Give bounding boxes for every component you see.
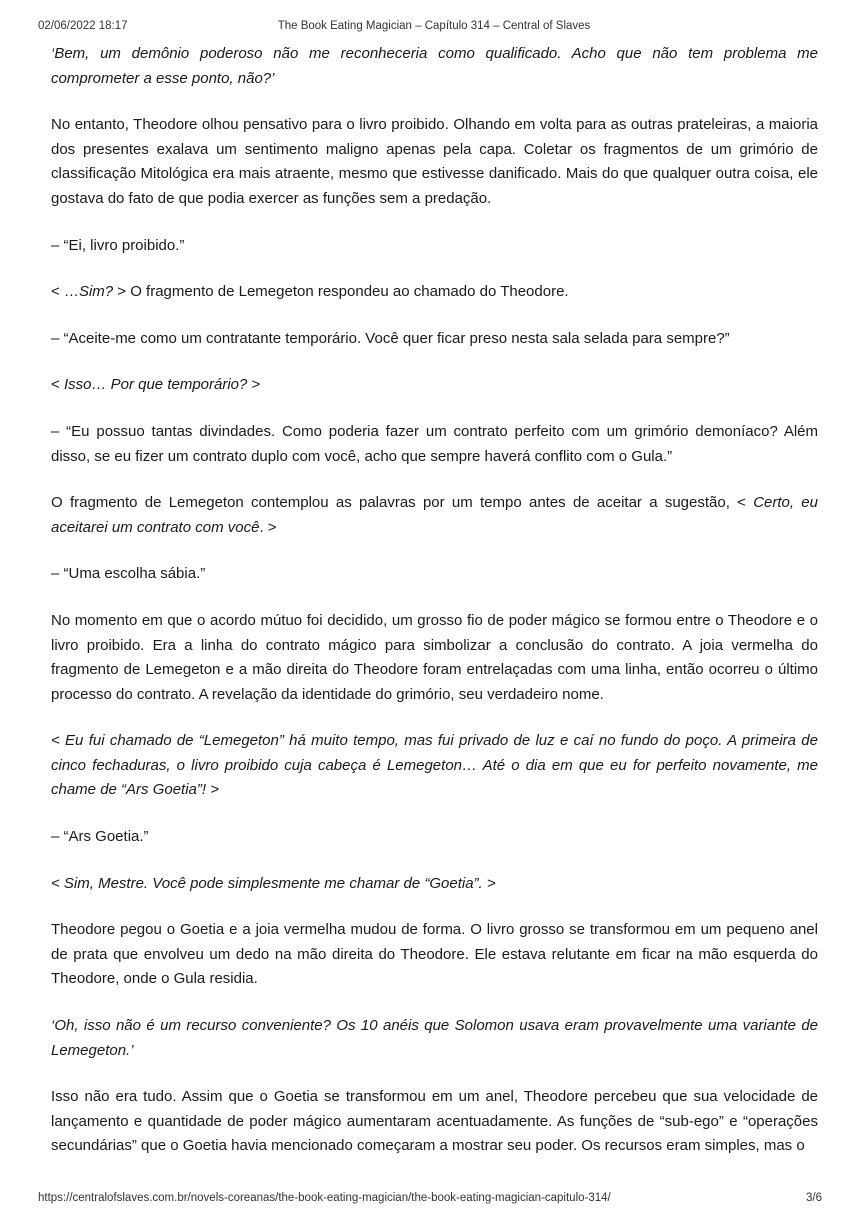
text-span: < … xyxy=(51,283,79,301)
paragraph: Theodore pegou o Goetia e a joia vermelha mudou de forma. O livro grosso se transformou em um pequeno anel de prata que envolveu um dedo na mão direita do Theodore. Ele estava relutante em ficar na mão esquerda do Theodore, onde o Gula residia. xyxy=(51,921,818,988)
paragraph: Isso não era tudo. Assim que o Goetia se transformou em um anel, Theodore percebeu que sua velocidade de lançamento e quantidade de poder mágico aumentaram acentuadamente. As funções de “sub-ego” e “operações secundárias” que o Goetia havia mencionado começaram a mostrar seu poder. Os recursos eram simples, mas o xyxy=(51,1088,818,1155)
paragraph: – “Aceite-me como um contratante temporário. Você quer ficar preso nesta sala selada para sempre?” xyxy=(51,329,730,347)
italic-span: Certo, eu aceitarei um contrato com você xyxy=(51,494,818,536)
italic-span: Isso… Por que temporário? xyxy=(63,376,248,394)
paragraph: – “Eu possuo tantas divindades. Como poderia fazer um contrato perfeito com um grimório demoníaco? Além disso, se eu fizer um contrato duplo com você, acho que sempre haverá conflito com o Gula.” xyxy=(51,422,818,465)
print-footer xyxy=(38,1192,830,1208)
page-url: https://centralofslaves.com.br/novels-coreanas/the-book-eating-magician/the-book-eating-magician-capitulo-314/ xyxy=(38,1192,611,1204)
text-span: . > xyxy=(259,518,277,536)
text-span: > xyxy=(247,376,261,394)
chapter-content xyxy=(51,42,818,1159)
paragraph: < Eu fui chamado de “Lemegeton” há muito tempo, mas fui privado de luz e caí no fundo do poço. A primeira de cinco fechaduras, o livro proibido cuja cabeça é Lemegeton… Até o dia em que eu for perfeito novamente, me chame de “Ars Goetia”! > xyxy=(51,732,818,799)
paragraph: ‘Bem, um demônio poderoso não me reconheceria como qualificado. Acho que não tem problema me comprometer a esse ponto, não?’ xyxy=(51,45,818,87)
paragraph: – “Ars Goetia.” xyxy=(51,828,149,846)
text-span: < xyxy=(51,376,64,394)
text-span: > O fragmento de Lemegeton respondeu ao chamado do Theodore. xyxy=(113,283,569,301)
paragraph: – “Uma escolha sábia.” xyxy=(51,565,206,583)
print-datetime: 02/06/2022 18:17 xyxy=(38,20,128,32)
text-span: O fragmento de Lemegeton contemplou as palavras por um tempo antes de aceitar a sugestão, < xyxy=(51,494,754,512)
paragraph xyxy=(51,373,818,398)
italic-span: Sim? xyxy=(78,283,114,301)
paragraph: No entanto, Theodore olhou pensativo para o livro proibido. Olhando em volta para as outras prateleiras, a maioria dos presentes exalava um sentimento maligno apenas pela capa. Coletar os fragmentos de um grimório de classificação Mitológica era mais atraente, mesmo que estivesse danificado. Mais do que qualquer outra coisa, ele gostava do fato de que podia exercer as funções sem a predação. xyxy=(51,116,818,207)
print-page-title: The Book Eating Magician – Capítulo 314 – Central of Slaves xyxy=(277,20,591,32)
paragraph: ‘Oh, isso não é um recurso conveniente? Os 10 anéis que Solomon usava eram provavelmente uma variante de Lemegeton.’ xyxy=(51,1017,818,1059)
paragraph xyxy=(51,280,818,305)
paragraph: – “Ei, livro proibido.” xyxy=(51,236,185,254)
paragraph: No momento em que o acordo mútuo foi decidido, um grosso fio de poder mágico se formou entre o Theodore e o livro proibido. Era a linha do contrato mágico para simbolizar a conclusão do contrato. A joia vermelha do fragmento de Lemegeton e a mão direita do Theodore foram entrelaçadas com uma linha, então ocorreu o último processo do contrato. A revelação da identidade do grimório, seu verdadeiro nome. xyxy=(51,611,818,703)
paragraph: < Sim, Mestre. Você pode simplesmente me chamar de “Goetia”. > xyxy=(51,874,496,892)
print-header xyxy=(38,20,830,36)
paragraph xyxy=(51,491,818,540)
page-number: 3/6 xyxy=(806,1192,822,1204)
